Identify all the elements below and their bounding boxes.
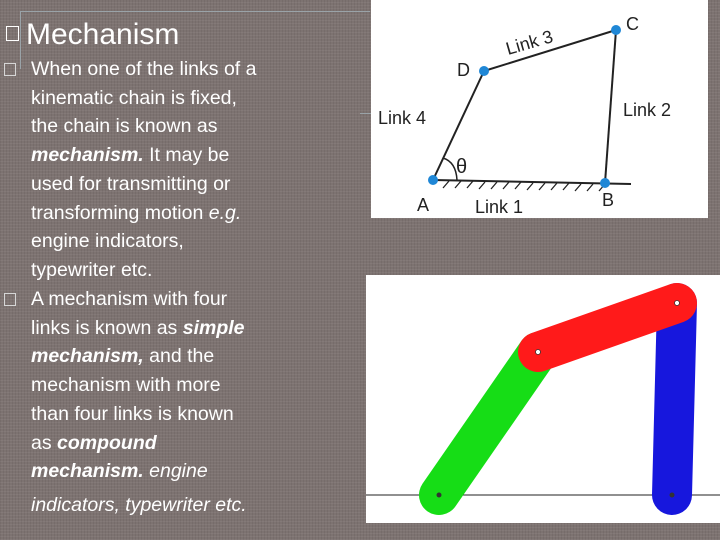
p2-line-6-start: as [31,431,58,454]
bullet-2 [4,293,16,306]
p1-line-7: engine indicators, [31,230,184,253]
point-a-dot [428,175,438,185]
p2-line-3-rest: and the [143,345,215,368]
frame-left-line [20,11,21,69]
label-link-4: Link 4 [378,108,427,128]
label-link-2: Link 2 [623,100,672,120]
label-link-3: Link 3 [503,26,556,59]
p1-line-8: typewriter etc. [31,258,153,281]
mechanism-model-svg [366,275,720,523]
paragraph-2 [31,285,331,486]
term-mechanism: mechanism. [31,144,144,167]
pivot-rocker-ground [670,493,675,498]
p1-line-3: the chain is known as [31,115,218,138]
paragraph-1 [31,55,331,285]
p2-line-3 [31,342,331,371]
label-theta: θ [456,156,468,178]
bullet-1 [4,63,16,76]
p2-line-2-start: links is known as [31,316,183,339]
p2-line-6 [31,429,331,458]
point-c-dot [611,25,621,35]
term-simple: simple [182,316,245,339]
p1-line-2: kinematic chain is fixed, [31,86,237,109]
frame-top-line [20,11,370,12]
p2-line-5: than four links is known [31,402,234,425]
label-c: C [626,14,639,34]
point-b-dot [600,178,610,188]
mechanism-model [366,275,720,523]
pivot-crank-coupler [536,350,541,355]
p2-line-7 [31,457,331,486]
p2-line-8: indicators, typewriter etc. [31,494,247,516]
title-bullet [6,26,19,41]
crank-link [439,352,538,495]
p1-line-4 [31,141,331,170]
p2-line-1: A mechanism with four [31,288,228,310]
term-compound-mechanism: mechanism. [31,460,144,483]
slide-title: Mechanism [26,18,180,51]
p2-line-4: mechanism with more [31,374,221,397]
eg-abbrev: e.g. [208,201,242,224]
angle-arc [443,158,457,180]
four-bar-diagram [371,0,708,218]
pivot-coupler-rocker [675,301,680,306]
p2-line-7-italic: engine [143,460,208,483]
pivot-crank-ground [437,493,442,498]
label-b: B [602,190,615,210]
rocker-link [672,303,677,495]
p1-line-5: used for transmitting or [31,172,231,195]
term-compound: compound [57,431,157,454]
p1-line-1: When one of the links of a [31,58,257,80]
link2-line [605,30,616,183]
label-link-1: Link 1 [475,197,524,217]
four-bar-diagram-svg [371,0,708,218]
term-simple-mechanism: mechanism, [31,345,144,368]
p1-line-6-start: transforming motion [31,201,209,224]
point-d-dot [479,66,489,76]
label-d: D [457,60,470,80]
label-a: A [417,195,430,215]
p1-line-4-rest: It may be [143,144,230,167]
p2-line-2 [31,314,331,343]
p1-line-6 [31,199,331,228]
